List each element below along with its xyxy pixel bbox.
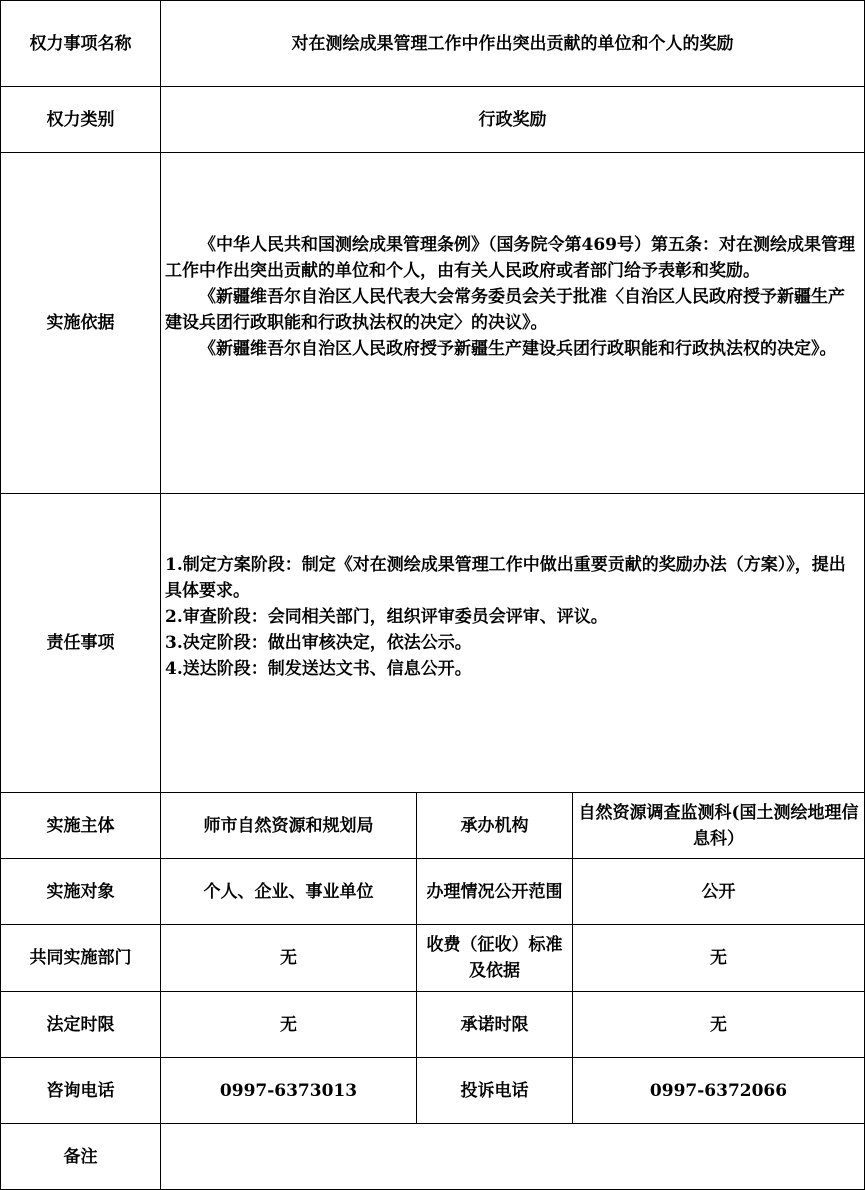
- category-value: 行政奖励: [161, 87, 865, 153]
- row-category: [1, 87, 865, 153]
- consult-phone-label: 咨询电话: [1, 1058, 161, 1124]
- row-responsibility: [1, 494, 865, 793]
- fee-standard-label: 收费（征收）标准及依据: [417, 925, 573, 992]
- row-joint: [1, 925, 865, 992]
- row-phone: [1, 1058, 865, 1124]
- promised-limit-value: 无: [573, 992, 865, 1058]
- row-limit: [1, 992, 865, 1058]
- remark-value: [161, 1124, 865, 1190]
- legal-limit-label: 法定时限: [1, 992, 161, 1058]
- target-label: 实施对象: [1, 859, 161, 925]
- organizer-value: 自然资源调查监测科(国土测绘地理信息科）: [573, 793, 865, 859]
- subject-label: 实施主体: [1, 793, 161, 859]
- basis-paragraph: 《中华人民共和国测绘成果管理条例》（国务院令第469号）第五条：对在测绘成果管理工作中作出突出贡献的单位和个人，由有关人民政府或者部门给予表彰和奖励。: [165, 235, 855, 281]
- item-name-label: 权力事项名称: [1, 1, 161, 87]
- joint-dept-value: 无: [161, 925, 417, 992]
- disclosure-scope-value: 公开: [573, 859, 865, 925]
- row-target: [1, 859, 865, 925]
- subject-value: 师市自然资源和规划局: [161, 793, 417, 859]
- responsibility-line: 2.审查阶段：会同相关部门，组织评审委员会评审、评议。: [165, 607, 608, 627]
- responsibility-label: 责任事项: [1, 494, 161, 793]
- complaint-phone-label: 投诉电话: [417, 1058, 573, 1124]
- row-item-name: [1, 1, 865, 87]
- row-subject: [1, 793, 865, 859]
- responsibility-line: 1.制定方案阶段：制定《对在测绘成果管理工作中做出重要贡献的奖励办法（方案）》，提出具体要求。: [165, 555, 846, 601]
- basis-label: 实施依据: [1, 153, 161, 494]
- joint-dept-label: 共同实施部门: [1, 925, 161, 992]
- target-value: 个人、企业、事业单位: [161, 859, 417, 925]
- item-name-value: 对在测绘成果管理工作中作出突出贡献的单位和个人的奖励: [161, 1, 865, 87]
- row-remark: [1, 1124, 865, 1190]
- disclosure-scope-label: 办理情况公开范围: [417, 859, 573, 925]
- remark-label: 备注: [1, 1124, 161, 1190]
- row-basis: [1, 153, 865, 494]
- organizer-label: 承办机构: [417, 793, 573, 859]
- responsibility-line: 4.送达阶段：制发送达文书、信息公开。: [165, 659, 472, 679]
- basis-content: [161, 153, 865, 494]
- promised-limit-label: 承诺时限: [417, 992, 573, 1058]
- complaint-phone-value: 0997-6372066: [573, 1058, 865, 1124]
- fee-standard-value: 无: [573, 925, 865, 992]
- responsibility-content: [161, 494, 865, 793]
- basis-paragraph: 《新疆维吾尔自治区人民代表大会常务委员会关于批准〈自治区人民政府授予新疆生产建设兵团行政职能和行政执法权的决定〉的决议》。: [165, 287, 845, 333]
- responsibility-line: 3.决定阶段：做出审核决定，依法公示。: [165, 633, 472, 653]
- basis-paragraph: 《新疆维吾尔自治区人民政府授予新疆生产建设兵团行政职能和行政执法权的决定》。: [199, 339, 837, 359]
- category-label: 权力类别: [1, 87, 161, 153]
- consult-phone-value: 0997-6373013: [161, 1058, 417, 1124]
- legal-limit-value: 无: [161, 992, 417, 1058]
